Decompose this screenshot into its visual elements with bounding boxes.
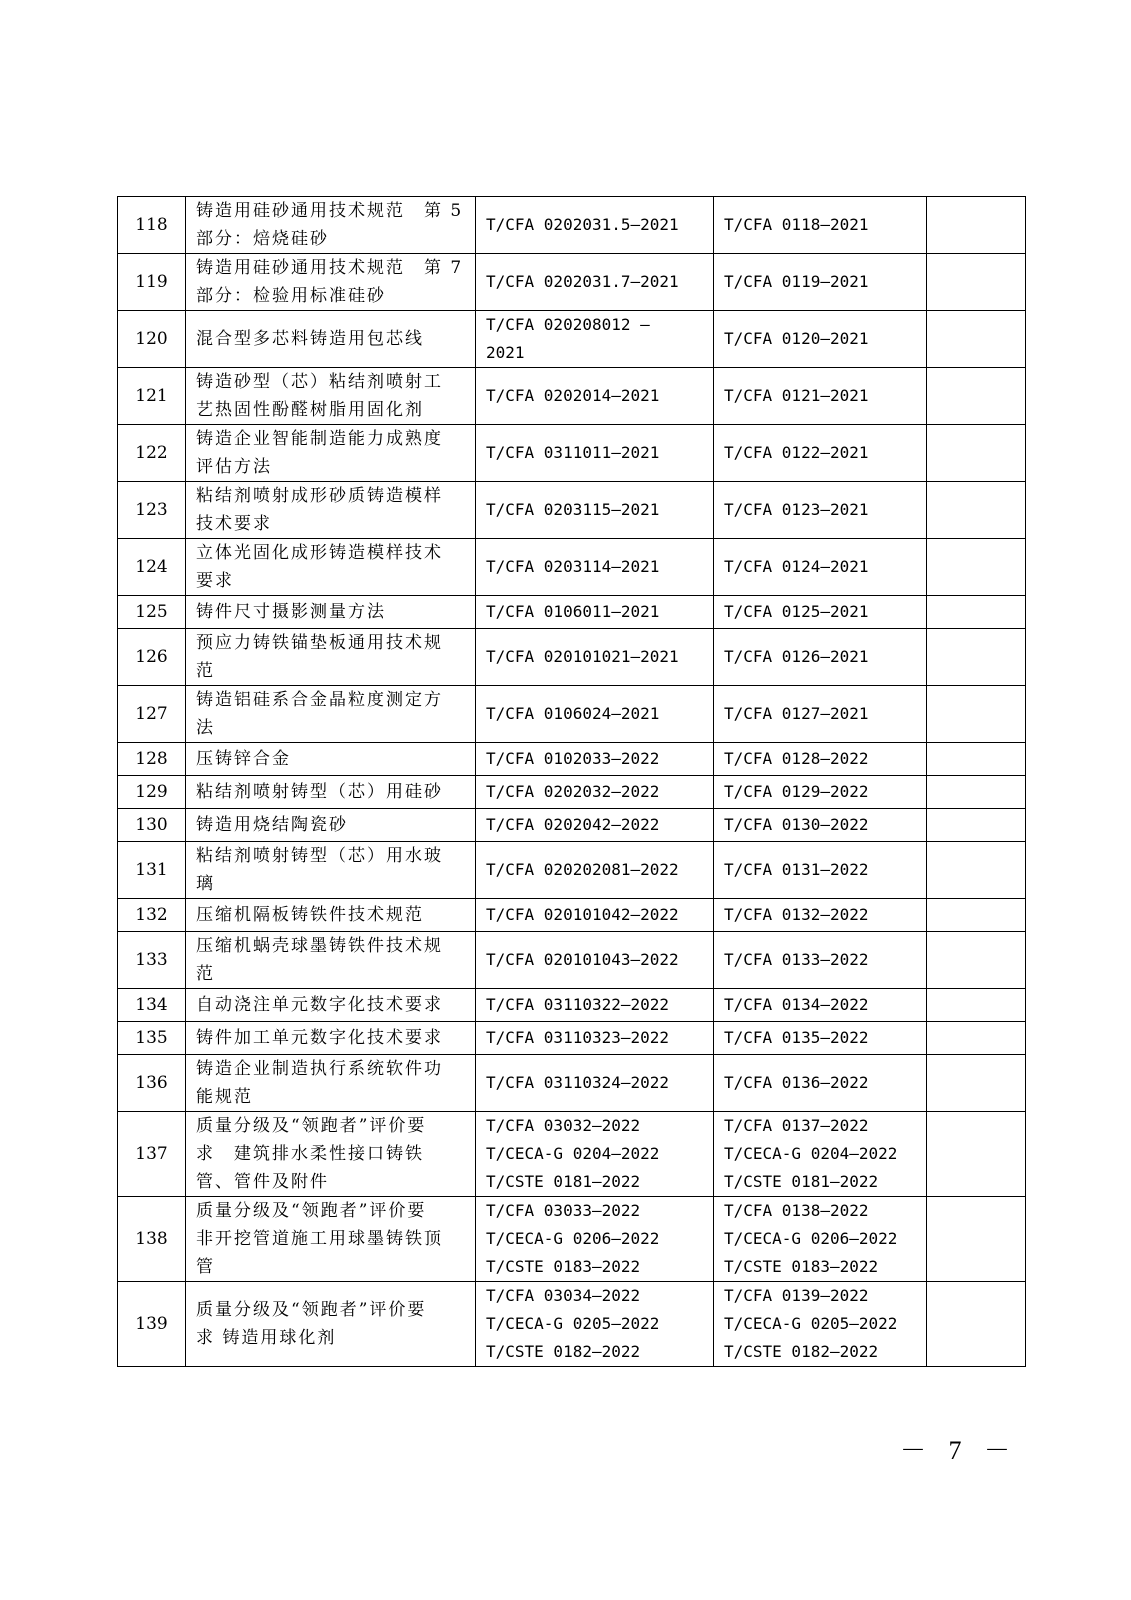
plan-number-line: T/CFA 03032—2022 [486, 1116, 641, 1135]
standard-number-line: T/CFA 0128—2022 [724, 749, 869, 768]
remarks-cell [927, 809, 1026, 842]
standard-number-line: T/CFA 0123—2021 [724, 500, 869, 519]
standard-name-line: 铸件尺寸摄影测量方法 [196, 602, 386, 622]
standard-number [714, 539, 927, 596]
plan-number-line: T/CFA 03033—2022 [486, 1201, 641, 1220]
plan-number-line: T/CFA 020101042—2022 [486, 905, 679, 924]
standard-number [714, 1282, 927, 1367]
standard-name [186, 1112, 476, 1197]
standard-number-line: T/CFA 0121—2021 [724, 386, 869, 405]
row-number: 136 [118, 1055, 186, 1112]
table-row [118, 989, 1026, 1022]
standard-name [186, 1197, 476, 1282]
remarks-cell [927, 425, 1026, 482]
standard-name-line: 压缩机蜗壳球墨铸铁件技术规 [196, 936, 443, 956]
remarks-cell [927, 482, 1026, 539]
standard-number-line: T/CFA 0122—2021 [724, 443, 869, 462]
standard-name-line: 部分：检验用标准硅砂 [196, 286, 386, 306]
standard-number-line: T/CFA 0118—2021 [724, 215, 869, 234]
standard-name [186, 596, 476, 629]
remarks-cell [927, 776, 1026, 809]
table-row [118, 776, 1026, 809]
remarks-cell [927, 743, 1026, 776]
table-row [118, 809, 1026, 842]
standard-number-line: T/CFA 0119—2021 [724, 272, 869, 291]
standard-number-line: T/CFA 0124—2021 [724, 557, 869, 576]
standard-name-line: 求 建筑排水柔性接口铸铁 [196, 1144, 424, 1164]
table-row [118, 899, 1026, 932]
standard-name-line: 非开挖管道施工用球墨铸铁顶 [196, 1229, 443, 1249]
row-number: 130 [118, 809, 186, 842]
standard-number-line: T/CFA 0134—2022 [724, 995, 869, 1014]
row-number: 123 [118, 482, 186, 539]
standard-number [714, 842, 927, 899]
standard-name-line: 压缩机隔板铸铁件技术规范 [196, 905, 424, 925]
plan-number-line: T/CFA 020208012 — [486, 315, 650, 334]
table-row [118, 1282, 1026, 1367]
row-number: 138 [118, 1197, 186, 1282]
standard-number-line: T/CFA 0120—2021 [724, 329, 869, 348]
standard-name [186, 539, 476, 596]
standard-number-line: T/CFA 0138—2022 [724, 1201, 869, 1220]
standard-name [186, 842, 476, 899]
table-row [118, 686, 1026, 743]
standard-name [186, 989, 476, 1022]
plan-number [476, 425, 714, 482]
standard-number-line: T/CSTE 0183—2022 [724, 1257, 879, 1276]
standard-number [714, 1022, 927, 1055]
table-row [118, 596, 1026, 629]
standard-number [714, 989, 927, 1022]
standard-number [714, 1112, 927, 1197]
standard-number-line: T/CFA 0136—2022 [724, 1073, 869, 1092]
table-row [118, 311, 1026, 368]
plan-number [476, 1055, 714, 1112]
plan-number-line: T/CFA 0202014—2021 [486, 386, 660, 405]
remarks-cell [927, 842, 1026, 899]
standard-name [186, 809, 476, 842]
standard-name-line: 铸造企业智能制造能力成熟度 [196, 429, 443, 449]
standard-name [186, 1282, 476, 1367]
plan-number [476, 989, 714, 1022]
row-number: 120 [118, 311, 186, 368]
standard-number [714, 596, 927, 629]
plan-number-line: T/CECA-G 0204—2022 [486, 1144, 660, 1163]
plan-number-line: T/CSTE 0182—2022 [486, 1342, 641, 1361]
plan-number [476, 539, 714, 596]
standard-name [186, 425, 476, 482]
plan-number [476, 254, 714, 311]
plan-number-line: T/CFA 0102033—2022 [486, 749, 660, 768]
remarks-cell [927, 311, 1026, 368]
standard-number [714, 809, 927, 842]
standard-name-line: 技术要求 [196, 514, 272, 534]
standard-name-line: 质量分级及“领跑者”评价要 [196, 1116, 427, 1136]
row-number: 134 [118, 989, 186, 1022]
plan-number [476, 368, 714, 425]
standard-name [186, 368, 476, 425]
remarks-cell [927, 596, 1026, 629]
standard-number-line: T/CFA 0131—2022 [724, 860, 869, 879]
table-row [118, 743, 1026, 776]
standard-number-line: T/CFA 0127—2021 [724, 704, 869, 723]
standard-number-line: T/CFA 0133—2022 [724, 950, 869, 969]
row-number: 121 [118, 368, 186, 425]
plan-number-line: T/CFA 0203115—2021 [486, 500, 660, 519]
standard-name [186, 776, 476, 809]
remarks-cell [927, 629, 1026, 686]
row-number: 139 [118, 1282, 186, 1367]
standard-name-line: 部分：焙烧硅砂 [196, 229, 329, 249]
remarks-cell [927, 368, 1026, 425]
page-number: － 7 － [900, 1436, 1019, 1465]
standard-name-line: 铸造用硅砂通用技术规范 第 5 [196, 201, 464, 221]
plan-number-line: T/CFA 020202081—2022 [486, 860, 679, 879]
table-row [118, 368, 1026, 425]
standard-number [714, 743, 927, 776]
table-row [118, 1055, 1026, 1112]
standard-name [186, 311, 476, 368]
standard-name [186, 686, 476, 743]
standard-name [186, 197, 476, 254]
plan-number [476, 932, 714, 989]
remarks-cell [927, 539, 1026, 596]
standard-name-line: 质量分级及“领跑者”评价要 [196, 1300, 427, 1320]
row-number: 118 [118, 197, 186, 254]
standard-number-line: T/CFA 0129—2022 [724, 782, 869, 801]
standard-name-line: 铸造用烧结陶瓷砂 [196, 815, 348, 835]
plan-number-line: T/CFA 020101043—2022 [486, 950, 679, 969]
standard-number-line: T/CFA 0130—2022 [724, 815, 869, 834]
plan-number [476, 197, 714, 254]
standard-name-line: 混合型多芯料铸造用包芯线 [196, 329, 424, 349]
table-row [118, 425, 1026, 482]
plan-number-line: T/CFA 0202031.7—2021 [486, 272, 679, 291]
plan-number-line: T/CFA 0202032—2022 [486, 782, 660, 801]
remarks-cell [927, 1022, 1026, 1055]
plan-number [476, 1197, 714, 1282]
standards-table-body [118, 197, 1026, 1367]
plan-number-line: T/CFA 0106011—2021 [486, 602, 660, 621]
plan-number-line: T/CSTE 0181—2022 [486, 1172, 641, 1191]
table-row [118, 482, 1026, 539]
standard-number [714, 368, 927, 425]
standard-name-line: 管 [196, 1257, 215, 1277]
table-row [118, 842, 1026, 899]
standard-name [186, 932, 476, 989]
standard-number-line: T/CFA 0126—2021 [724, 647, 869, 666]
plan-number-line: T/CFA 03110323—2022 [486, 1028, 670, 1047]
standard-number [714, 425, 927, 482]
standard-number [714, 1197, 927, 1282]
remarks-cell [927, 1282, 1026, 1367]
standard-name-line: 立体光固化成形铸造模样技术 [196, 543, 443, 563]
standard-number [714, 776, 927, 809]
standard-name-line: 法 [196, 718, 215, 738]
row-number: 126 [118, 629, 186, 686]
standard-name [186, 1055, 476, 1112]
standard-number-line: T/CECA-G 0205—2022 [724, 1314, 898, 1333]
standard-name [186, 629, 476, 686]
remarks-cell [927, 932, 1026, 989]
plan-number-line: T/CFA 03034—2022 [486, 1286, 641, 1305]
standard-name-line: 粘结剂喷射铸型（芯）用水玻 [196, 846, 443, 866]
row-number: 127 [118, 686, 186, 743]
standard-name-line: 管、管件及附件 [196, 1172, 329, 1192]
plan-number [476, 596, 714, 629]
standard-number-line: T/CFA 0139—2022 [724, 1286, 869, 1305]
standard-number [714, 197, 927, 254]
standard-name-line: 铸造企业制造执行系统软件功 [196, 1059, 443, 1079]
table-row [118, 254, 1026, 311]
table-row [118, 629, 1026, 686]
standard-name-line: 璃 [196, 874, 215, 894]
table-row [118, 1112, 1026, 1197]
standard-name-line: 艺热固性酚醛树脂用固化剂 [196, 400, 424, 420]
plan-number [476, 809, 714, 842]
table-row [118, 197, 1026, 254]
remarks-cell [927, 989, 1026, 1022]
remarks-cell [927, 254, 1026, 311]
remarks-cell [927, 1112, 1026, 1197]
plan-number-line: T/CFA 0202031.5—2021 [486, 215, 679, 234]
standard-number-line: T/CECA-G 0204—2022 [724, 1144, 898, 1163]
plan-number-line: T/CFA 0311011—2021 [486, 443, 660, 462]
standard-number [714, 932, 927, 989]
plan-number-line: 2021 [486, 343, 525, 362]
standard-number [714, 629, 927, 686]
remarks-cell [927, 1197, 1026, 1282]
row-number: 137 [118, 1112, 186, 1197]
standard-number [714, 311, 927, 368]
standard-number-line: T/CFA 0137—2022 [724, 1116, 869, 1135]
plan-number-line: T/CFA 03110322—2022 [486, 995, 670, 1014]
standard-name [186, 899, 476, 932]
standard-number-line: T/CSTE 0181—2022 [724, 1172, 879, 1191]
standard-name [186, 254, 476, 311]
standard-name-line: 范 [196, 964, 215, 984]
plan-number [476, 743, 714, 776]
plan-number [476, 629, 714, 686]
plan-number [476, 311, 714, 368]
plan-number [476, 842, 714, 899]
plan-number [476, 686, 714, 743]
standard-number [714, 899, 927, 932]
plan-number [476, 1282, 714, 1367]
standard-number [714, 686, 927, 743]
table-row [118, 1197, 1026, 1282]
table-row [118, 1022, 1026, 1055]
row-number: 135 [118, 1022, 186, 1055]
standard-name-line: 评估方法 [196, 457, 272, 477]
plan-number [476, 1022, 714, 1055]
standard-number [714, 254, 927, 311]
standard-number [714, 1055, 927, 1112]
standard-number [714, 482, 927, 539]
standard-name [186, 743, 476, 776]
row-number: 124 [118, 539, 186, 596]
remarks-cell [927, 686, 1026, 743]
standard-name-line: 铸件加工单元数字化技术要求 [196, 1028, 443, 1048]
standard-name-line: 预应力铸铁锚垫板通用技术规 [196, 633, 443, 653]
table-row [118, 539, 1026, 596]
standard-name [186, 482, 476, 539]
standard-number-line: T/CFA 0132—2022 [724, 905, 869, 924]
standard-name-line: 压铸锌合金 [196, 749, 291, 769]
row-number: 133 [118, 932, 186, 989]
plan-number-line: T/CFA 0203114—2021 [486, 557, 660, 576]
standard-name [186, 1022, 476, 1055]
plan-number-line: T/CFA 0106024—2021 [486, 704, 660, 723]
standard-name-line: 范 [196, 661, 215, 681]
standard-name-line: 能规范 [196, 1087, 253, 1107]
standard-number-line: T/CFA 0125—2021 [724, 602, 869, 621]
plan-number [476, 1112, 714, 1197]
plan-number-line: T/CFA 0202042—2022 [486, 815, 660, 834]
standard-name-line: 铸造砂型（芯）粘结剂喷射工 [196, 372, 443, 392]
table-row [118, 932, 1026, 989]
row-number: 131 [118, 842, 186, 899]
standard-number-line: T/CFA 0135—2022 [724, 1028, 869, 1047]
standard-name-line: 粘结剂喷射成形砂质铸造模样 [196, 486, 443, 506]
row-number: 128 [118, 743, 186, 776]
remarks-cell [927, 899, 1026, 932]
standard-name-line: 求 铸造用球化剂 [196, 1328, 337, 1348]
plan-number-line: T/CECA-G 0206—2022 [486, 1229, 660, 1248]
plan-number-line: T/CSTE 0183—2022 [486, 1257, 641, 1276]
standard-name-line: 质量分级及“领跑者”评价要 [196, 1201, 427, 1221]
plan-number-line: T/CFA 020101021—2021 [486, 647, 679, 666]
standard-name-line: 铸造铝硅系合金晶粒度测定方 [196, 690, 443, 710]
standard-name-line: 自动浇注单元数字化技术要求 [196, 995, 443, 1015]
standard-name-line: 要求 [196, 571, 234, 591]
standard-number-line: T/CECA-G 0206—2022 [724, 1229, 898, 1248]
standards-table [117, 196, 1026, 1367]
row-number: 125 [118, 596, 186, 629]
row-number: 132 [118, 899, 186, 932]
standard-number-line: T/CSTE 0182—2022 [724, 1342, 879, 1361]
plan-number [476, 899, 714, 932]
row-number: 129 [118, 776, 186, 809]
standard-name-line: 铸造用硅砂通用技术规范 第 7 [196, 258, 464, 278]
plan-number [476, 776, 714, 809]
plan-number-line: T/CECA-G 0205—2022 [486, 1314, 660, 1333]
standard-name-line: 粘结剂喷射铸型（芯）用硅砂 [196, 782, 443, 802]
plan-number [476, 482, 714, 539]
plan-number-line: T/CFA 03110324—2022 [486, 1073, 670, 1092]
remarks-cell [927, 1055, 1026, 1112]
row-number: 119 [118, 254, 186, 311]
remarks-cell [927, 197, 1026, 254]
row-number: 122 [118, 425, 186, 482]
